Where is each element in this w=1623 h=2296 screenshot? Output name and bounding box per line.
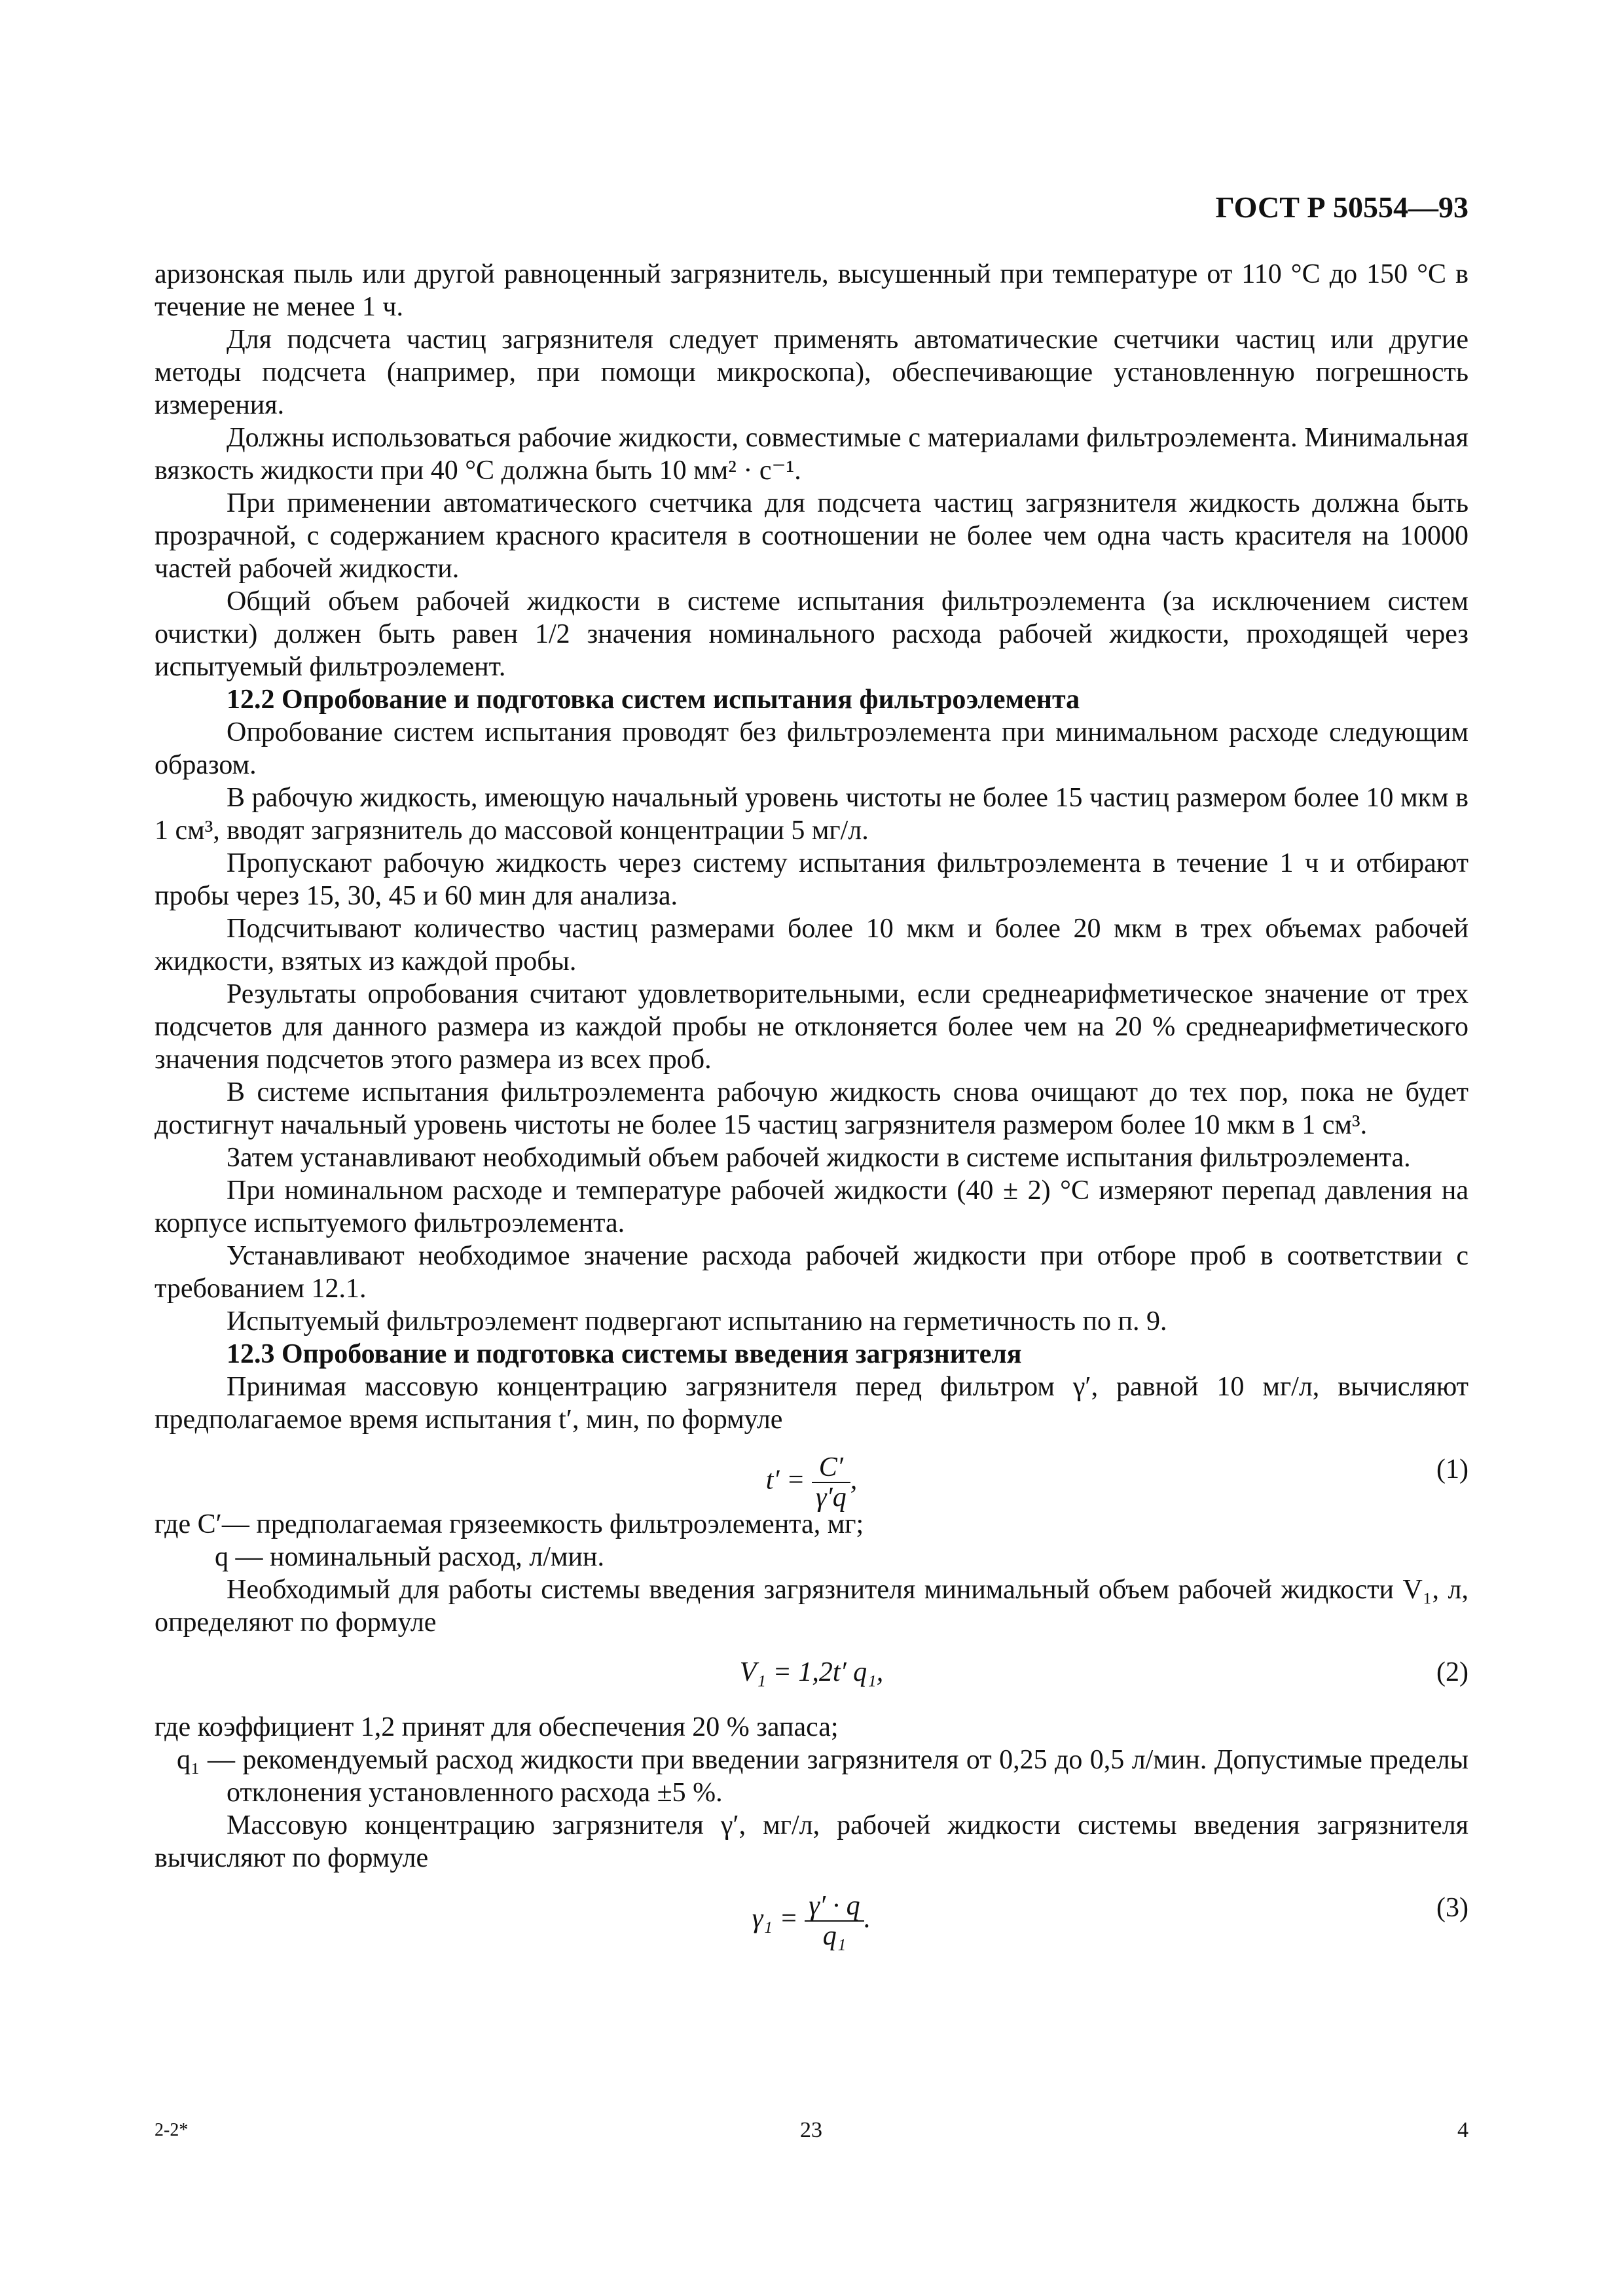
paragraph: При номинальном расходе и температуре рабочей жидкости (40 ± 2) °С измеряют перепад давления на корпусе испытуемого фильтроэлемента.: [155, 1175, 1468, 1238]
section-heading-12-3: 12.3 Опробование и подготовка системы введения загрязнителя: [227, 1339, 1022, 1369]
formula-1-lhs: t′ =: [765, 1465, 805, 1496]
paragraph: Испытуемый фильтроэлемент подвергают испытанию на герметичность по п. 9.: [227, 1306, 1167, 1336]
document-code: ГОСТ Р 50554—93: [1215, 190, 1468, 224]
formula-1-number: (1): [1436, 1454, 1468, 1484]
formula-3-numerator: γ′ · q: [805, 1892, 864, 1922]
paragraph: Пропускают рабочую жидкость через систему испытания фильтроэлемента в течение 1 ч и отбирают пробы через 15, 30, 45 и 60 мин для анализа.: [155, 848, 1468, 911]
footer-page-number: 23: [800, 2118, 822, 2142]
definition: q — номинальный расход, л/мин.: [215, 1542, 604, 1572]
section-heading-12-2: 12.2 Опробование и подготовка систем испытания фильтроэлемента: [227, 685, 1080, 715]
paragraph: Необходимый для работы системы введения загрязнителя минимальный объем рабочей жидкости V₁, л, определяют по формуле: [155, 1575, 1468, 1638]
paragraph: Должны использоваться рабочие жидкости, совместимые с материалами фильтроэлемента. Минимальная вязкость жидкости при 40 °С должна быть 10 мм² · с⁻¹.: [155, 423, 1468, 486]
definition: q₁ — рекомендуемый расход жидкости при введении загрязнителя от 0,25 до 0,5 л/мин. Допустимые пределы отклонения установленного расхода ±5 %.: [177, 1745, 1468, 1808]
paragraph: В рабочую жидкость, имеющую начальный уровень чистоты не более 15 частиц размером более 10 мкм в 1 см³, вводят загрязнитель до массовой концентрации 5 мг/л.: [155, 783, 1468, 846]
paragraph: аризонская пыль или другой равноценный загрязнитель, высушенный при температуре от 110 °С до 150 °С в течение не менее 1 ч.: [155, 259, 1468, 322]
formula-3-tail: .: [864, 1903, 871, 1934]
formula-3: [155, 1874, 1468, 1951]
paragraph: Для подсчета частиц загрязнителя следует применять автоматические счетчики частиц или другие методы подсчета (например, при помощи микроскопа), обеспечивающие установленную погрешность измерения.: [155, 325, 1468, 420]
paragraph: В системе испытания фильтроэлемента рабочую жидкость снова очищают до тех пор, пока не будет достигнут начальный уровень чистоты не более 15 частиц загрязнителя размером более 10 мкм в 1 см³.: [155, 1077, 1468, 1140]
formula-1-denominator: γ′q: [815, 1482, 847, 1513]
footer-sheet-mark: 2-2*: [155, 2120, 189, 2140]
definition: где C′— предполагаемая грязеемкость фильтроэлемента, мг;: [155, 1509, 864, 1539]
paragraph: При применении автоматического счетчика для подсчета частиц загрязнителя жидкость должна быть прозрачной, с содержанием красного красителя в соотношении не более чем одна часть красителя на 10000 частей рабочей жидкости.: [155, 488, 1468, 584]
paragraph: Опробование систем испытания проводят без фильтроэлемента при минимальном расходе следующим образом.: [155, 717, 1468, 780]
formula-2-expression: V₁ = 1,2t′ q₁,: [739, 1657, 884, 1687]
paragraph: Устанавливают необходимое значение расхода рабочей жидкости при отборе проб в соответствии с требованием 12.1.: [155, 1241, 1468, 1304]
formula-3-denominator: q₁: [822, 1921, 847, 1951]
body-text: [155, 258, 1468, 1951]
formula-1-numerator: C′: [812, 1453, 850, 1483]
definition: где коэффициент 1,2 принят для обеспечения 20 % запаса;: [155, 1712, 839, 1742]
footer-sheet-number: 4: [1457, 2118, 1468, 2142]
paragraph: Результаты опробования считают удовлетворительными, если среднеарифметическое значение от трех подсчетов для данного размера из каждой пробы не отклоняется более чем на 20 % среднеарифметического значения подсчетов этого размера из всех проб.: [155, 979, 1468, 1075]
formula-1-tail: ,: [850, 1465, 858, 1496]
paragraph: Принимая массовую концентрацию загрязнителя перед фильтром γ′, равной 10 мг/л, вычисляют предполагаемое время испытания t′, мин, по формуле: [155, 1372, 1468, 1435]
paragraph: Массовую концентрацию загрязнителя γ′, мг/л, рабочей жидкости системы введения загрязнителя вычисляют по формуле: [155, 1810, 1468, 1873]
formula-3-fraction: [805, 1892, 864, 1950]
paragraph: Общий объем рабочей жидкости в системе испытания фильтроэлемента (за исключением систем очистки) должен быть равен 1/2 значения номинального расхода рабочей жидкости, проходящей через испытуемый фильтроэлемент.: [155, 586, 1468, 682]
formula-1: [155, 1436, 1468, 1513]
formula-1-fraction: [812, 1453, 850, 1512]
formula-3-lhs: γ₁ =: [752, 1903, 798, 1934]
formula-2-number: (2): [1436, 1657, 1468, 1687]
paragraph: Подсчитывают количество частиц размерами более 10 мкм и более 20 мкм в трех объемах рабочей жидкости, взятых из каждой пробы.: [155, 914, 1468, 977]
paragraph: Затем устанавливают необходимый объем рабочей жидкости в системе испытания фильтроэлемента.: [227, 1143, 1411, 1173]
formula-2: [155, 1639, 1468, 1711]
formula-3-number: (3): [1436, 1893, 1468, 1923]
